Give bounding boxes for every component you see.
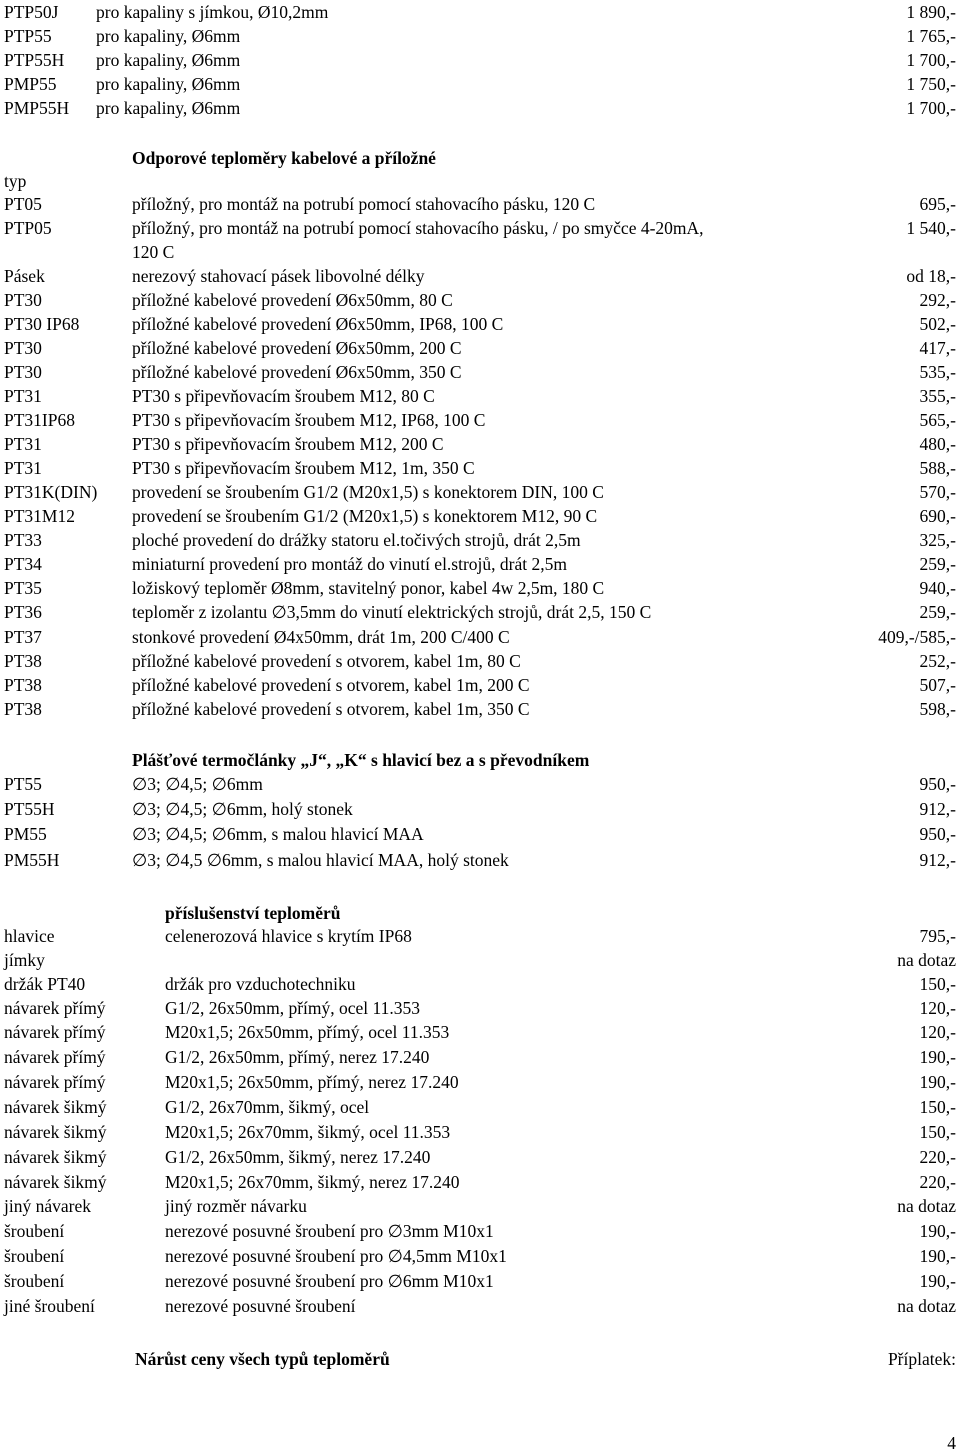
product-code: jímky (4, 950, 45, 970)
table-row (0, 553, 960, 575)
product-code: PT05 (4, 194, 42, 214)
product-code: PT37 (4, 627, 42, 647)
product-description: příložné kabelové provedení s otvorem, kabel 1m, 200 C (132, 675, 530, 695)
product-price: 912,- (919, 850, 956, 870)
table-row (0, 1021, 960, 1043)
product-price: 598,- (919, 699, 956, 719)
table-row (0, 823, 960, 845)
product-code: šroubení (4, 1221, 65, 1241)
page-number: 4 (947, 1433, 956, 1453)
product-description: pro kapaliny, Ø6mm (96, 98, 241, 118)
table-row (0, 409, 960, 431)
product-description: G1/2, 26x50mm, přímý, nerez 17.240 (165, 1047, 430, 1067)
product-price: 565,- (919, 410, 956, 430)
table-row (0, 798, 960, 820)
product-price: 120,- (919, 998, 956, 1018)
product-price: 940,- (919, 578, 956, 598)
product-price: 502,- (919, 314, 956, 334)
table-row (0, 849, 960, 871)
table-row (0, 577, 960, 599)
product-price: 507,- (919, 675, 956, 695)
product-code: návarek přímý (4, 1072, 106, 1092)
product-description: držák pro vzduchotechniku (165, 974, 356, 994)
product-code: PT31 (4, 458, 42, 478)
table-row (0, 1245, 960, 1267)
product-code: PTP50J (4, 2, 59, 22)
table-row (0, 997, 960, 1019)
table-row (0, 949, 960, 971)
product-description: nerezový stahovací pásek libovolné délky (132, 266, 425, 286)
product-price: 409,-/585,- (878, 627, 956, 647)
table-row (0, 1121, 960, 1143)
product-price: 795,- (919, 926, 956, 946)
product-price: 1 890,- (906, 2, 956, 22)
product-code: PT33 (4, 530, 42, 550)
product-price: 150,- (919, 974, 956, 994)
product-price: 120,- (919, 1022, 956, 1042)
product-code: PT30 (4, 290, 42, 310)
table-row (0, 433, 960, 455)
product-description: stonkové provedení Ø4x50mm, drát 1m, 200 C/400 C (132, 627, 510, 647)
product-description: M20x1,5; 26x50mm, přímý, nerez 17.240 (165, 1072, 459, 1092)
product-description: provedení se šroubením G1/2 (M20x1,5) s konektorem M12, 90 C (132, 506, 598, 526)
product-description: příložné kabelové provedení s otvorem, kabel 1m, 350 C (132, 699, 530, 719)
product-price: 150,- (919, 1097, 956, 1117)
product-code: PT30 IP68 (4, 314, 80, 334)
section-heading: Plášťové termočlánky „J“, „K“ s hlavicí bez a s převodníkem (132, 750, 590, 770)
product-code: PT31 (4, 386, 42, 406)
table-row (0, 481, 960, 503)
surcharge-heading: Nárůst ceny všech typů teploměrů (135, 1349, 390, 1369)
product-description: ∅3; ∅4,5; ∅6mm, holý stonek (132, 799, 353, 819)
table-row (0, 217, 960, 239)
table-row (0, 529, 960, 551)
product-code: jiný návarek (4, 1196, 91, 1216)
product-price: 150,- (919, 1122, 956, 1142)
product-code: návarek přímý (4, 998, 106, 1018)
product-price: na dotaz (897, 1296, 956, 1316)
product-price: 259,- (919, 554, 956, 574)
product-code: PT31M12 (4, 506, 75, 526)
product-price: 690,- (919, 506, 956, 526)
table-row (0, 1295, 960, 1317)
product-code: PT31 (4, 434, 42, 454)
product-code: PT36 (4, 602, 42, 622)
table-row (0, 1270, 960, 1292)
product-code: PT34 (4, 554, 42, 574)
product-code: PT55H (4, 799, 55, 819)
product-price: 417,- (919, 338, 956, 358)
product-description: nerezové posuvné šroubení (165, 1296, 356, 1316)
product-code: jiné šroubení (4, 1296, 95, 1316)
product-price: 325,- (919, 530, 956, 550)
table-row (0, 1071, 960, 1093)
product-code: návarek přímý (4, 1022, 106, 1042)
table-row (0, 973, 960, 995)
table-row (0, 361, 960, 383)
product-description: PT30 s připevňovacím šroubem M12, IP68, 100 C (132, 410, 486, 430)
typ-label: typ (4, 171, 27, 191)
table-row (0, 505, 960, 527)
product-price: od 18,- (906, 266, 956, 286)
table-row (0, 1220, 960, 1242)
product-description: příložný, pro montáž na potrubí pomocí stahovacího pásku, 120 C (132, 194, 596, 214)
table-row (0, 1146, 960, 1168)
product-code: šroubení (4, 1246, 65, 1266)
product-price: 1 700,- (906, 50, 956, 70)
product-description: příložné kabelové provedení Ø6x50mm, 80 C (132, 290, 453, 310)
table-row (0, 1171, 960, 1193)
product-code: Pásek (4, 266, 45, 286)
product-price: 950,- (919, 774, 956, 794)
product-description: pro kapaliny, Ø6mm (96, 50, 241, 70)
product-description: pro kapaliny, Ø6mm (96, 26, 241, 46)
table-row (0, 698, 960, 720)
product-description: pro kapaliny, Ø6mm (96, 74, 241, 94)
table-row (0, 193, 960, 215)
product-code: PT31IP68 (4, 410, 75, 430)
product-price: 355,- (919, 386, 956, 406)
product-code: PTP55 (4, 26, 52, 46)
table-row (0, 773, 960, 795)
product-price: 190,- (919, 1221, 956, 1241)
product-price: na dotaz (897, 1196, 956, 1216)
table-row (0, 25, 960, 47)
product-description: miniaturní provedení pro montáž do vinutí el.strojů, drát 2,5m (132, 554, 567, 574)
product-code: návarek šikmý (4, 1097, 107, 1117)
table-row (0, 650, 960, 672)
table-row (0, 73, 960, 95)
table-row (0, 457, 960, 479)
product-price: 190,- (919, 1271, 956, 1291)
product-description: G1/2, 26x50mm, šikmý, nerez 17.240 (165, 1147, 431, 1167)
table-row (0, 97, 960, 119)
product-description: G1/2, 26x50mm, přímý, ocel 11.353 (165, 998, 421, 1018)
product-description: M20x1,5; 26x70mm, šikmý, ocel 11.353 (165, 1122, 451, 1142)
product-description: nerezové posuvné šroubení pro ∅6mm M10x1 (165, 1271, 494, 1291)
product-price: 480,- (919, 434, 956, 454)
table-row (0, 601, 960, 623)
product-code: návarek šikmý (4, 1172, 107, 1192)
product-price: 1 540,- (906, 218, 956, 238)
product-price: 1 750,- (906, 74, 956, 94)
product-description: M20x1,5; 26x70mm, šikmý, nerez 17.240 (165, 1172, 460, 1192)
surcharge-label: Příplatek: (887, 1349, 956, 1369)
product-code: PTP05 (4, 218, 52, 238)
product-code: PT30 (4, 338, 42, 358)
product-code: PT30 (4, 362, 42, 382)
product-description: ložiskový teploměr Ø8mm, stavitelný ponor, kabel 4w 2,5m, 180 C (132, 578, 605, 598)
product-price: 695,- (919, 194, 956, 214)
product-price: 1 700,- (906, 98, 956, 118)
product-description: PT30 s připevňovacím šroubem M12, 200 C (132, 434, 444, 454)
product-price: na dotaz (897, 950, 956, 970)
product-code: PT38 (4, 699, 42, 719)
table-row (0, 49, 960, 71)
product-description: provedení se šroubením G1/2 (M20x1,5) s konektorem DIN, 100 C (132, 482, 604, 502)
product-price: 588,- (919, 458, 956, 478)
product-price: 292,- (919, 290, 956, 310)
table-row (0, 626, 960, 648)
product-code: PT38 (4, 675, 42, 695)
product-price: 220,- (919, 1172, 956, 1192)
table-row (0, 385, 960, 407)
product-price: 912,- (919, 799, 956, 819)
product-description: nerezové posuvné šroubení pro ∅3mm M10x1 (165, 1221, 494, 1241)
product-price: 220,- (919, 1147, 956, 1167)
product-code: PT31K(DIN) (4, 482, 98, 502)
product-price: 190,- (919, 1246, 956, 1266)
product-price: 535,- (919, 362, 956, 382)
section-heading: příslušenství teploměrů (165, 903, 341, 923)
product-code: PT38 (4, 651, 42, 671)
product-price: 190,- (919, 1072, 956, 1092)
product-description: nerezové posuvné šroubení pro ∅4,5mm M10x1 (165, 1246, 507, 1266)
table-row (0, 1046, 960, 1068)
table-header-row (0, 170, 960, 192)
product-code: PMP55 (4, 74, 57, 94)
product-description: G1/2, 26x70mm, šikmý, ocel (165, 1097, 370, 1117)
table-row (0, 313, 960, 335)
product-code: držák PT40 (4, 974, 86, 994)
product-description: jiný rozměr návarku (165, 1196, 307, 1216)
product-code: PT55 (4, 774, 42, 794)
table-row (0, 265, 960, 287)
product-price: 570,- (919, 482, 956, 502)
product-code: PM55H (4, 850, 60, 870)
product-description: pro kapaliny s jímkou, Ø10,2mm (96, 2, 329, 22)
product-code: návarek šikmý (4, 1122, 107, 1142)
product-description: ∅3; ∅4,5 ∅6mm, s malou hlavicí MAA, holý stonek (132, 850, 509, 870)
product-price: 252,- (919, 651, 956, 671)
table-row (0, 674, 960, 696)
product-description: příložné kabelové provedení Ø6x50mm, IP68, 100 C (132, 314, 504, 334)
product-code: návarek šikmý (4, 1147, 107, 1167)
product-description: ∅3; ∅4,5; ∅6mm, s malou hlavicí MAA (132, 824, 424, 844)
product-description: příložné kabelové provedení Ø6x50mm, 200 C (132, 338, 462, 358)
product-description: příložné kabelové provedení s otvorem, kabel 1m, 80 C (132, 651, 521, 671)
section-heading: Odporové teploměry kabelové a příložné (132, 148, 436, 168)
table-row (0, 289, 960, 311)
table-row (0, 1096, 960, 1118)
product-description: teploměr z izolantu ∅3,5mm do vinutí elektrických strojů, drát 2,5, 150 C (132, 602, 652, 622)
product-description: ploché provedení do drážky statoru el.točivých strojů, drát 2,5m (132, 530, 581, 550)
table-row (0, 1, 960, 23)
table-row (0, 337, 960, 359)
product-code: šroubení (4, 1271, 65, 1291)
product-description: PT30 s připevňovacím šroubem M12, 1m, 350 C (132, 458, 475, 478)
table-row (0, 925, 960, 947)
table-row (0, 1195, 960, 1217)
product-price: 950,- (919, 824, 956, 844)
product-code: hlavice (4, 926, 55, 946)
product-price: 190,- (919, 1047, 956, 1067)
product-description: PT30 s připevňovacím šroubem M12, 80 C (132, 386, 435, 406)
product-description: příložné kabelové provedení Ø6x50mm, 350 C (132, 362, 462, 382)
product-code: PM55 (4, 824, 47, 844)
product-description-continued: 120 C (132, 242, 175, 262)
product-code: PTP55H (4, 50, 65, 70)
product-code: návarek přímý (4, 1047, 106, 1067)
product-price: 259,- (919, 602, 956, 622)
product-description: ∅3; ∅4,5; ∅6mm (132, 774, 263, 794)
product-description: celenerozová hlavice s krytím IP68 (165, 926, 412, 946)
product-code: PT35 (4, 578, 42, 598)
product-description: příložný, pro montáž na potrubí pomocí stahovacího pásku, / po smyčce 4-20mA, (132, 218, 704, 238)
surcharge-row (0, 1348, 960, 1370)
product-code: PMP55H (4, 98, 70, 118)
table-row-continuation (0, 241, 960, 263)
product-description: M20x1,5; 26x50mm, přímý, ocel 11.353 (165, 1022, 450, 1042)
product-price: 1 765,- (906, 26, 956, 46)
